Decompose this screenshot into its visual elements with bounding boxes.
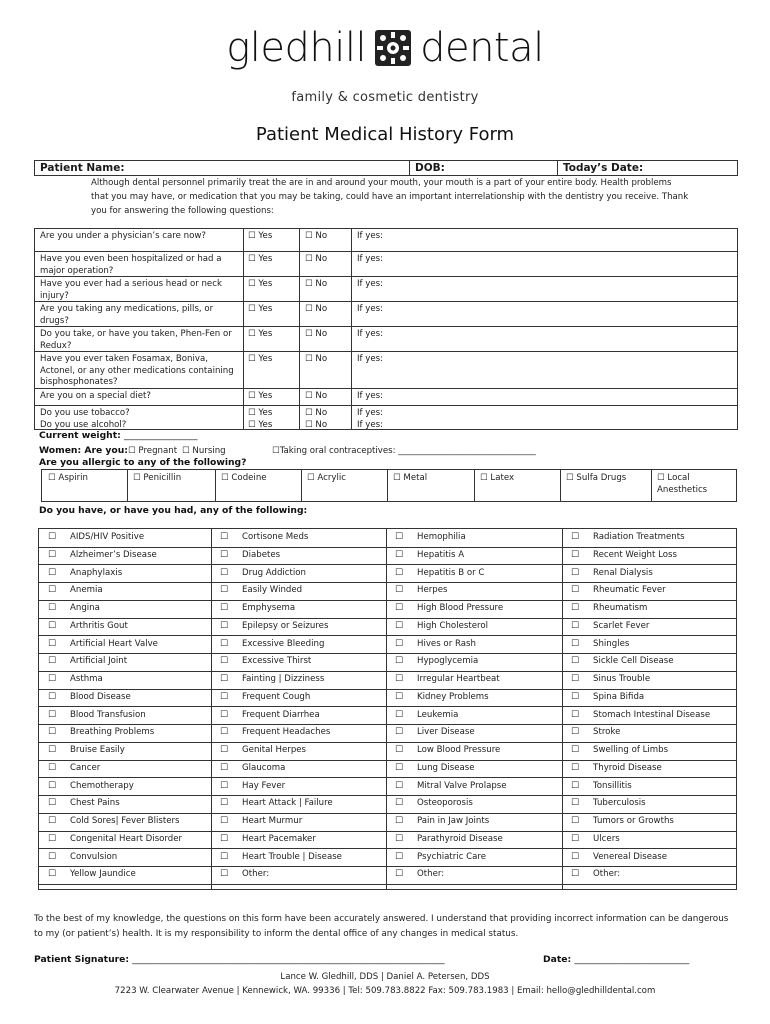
yes-checkbox[interactable]: ☐ Yes [248, 354, 273, 364]
condition-row [39, 565, 736, 584]
condition-checkbox[interactable]: ☐ [220, 851, 229, 862]
condition-row [39, 671, 736, 690]
condition-checkbox[interactable]: ☐ [395, 816, 404, 826]
condition-checkbox[interactable]: ☐ [48, 603, 57, 613]
if-yes-field[interactable]: If yes: [357, 279, 384, 289]
condition-label: Renal Dialysis [593, 567, 653, 578]
nursing-checkbox[interactable]: ☐ Nursing [182, 446, 226, 456]
condition-row [39, 689, 736, 708]
current-weight-field[interactable]: ________________ [123, 430, 198, 441]
condition-checkbox[interactable]: ☐ [571, 691, 580, 702]
condition-checkbox[interactable]: ☐ [395, 691, 404, 702]
yes-checkbox[interactable]: ☐ Yes [248, 254, 273, 264]
condition-checkbox[interactable]: ☐ [220, 567, 229, 578]
condition-checkbox[interactable]: ☐ [220, 727, 229, 738]
if-yes-field[interactable]: If yes: [357, 354, 384, 364]
logo-word-left: gledhill [226, 25, 367, 71]
doctors-line: Lance W. Gledhill, DDS | Daniel A. Petersen, DDS [280, 972, 490, 982]
condition-label: Chest Pains [70, 798, 120, 809]
condition-checkbox[interactable]: ☐ [48, 833, 57, 844]
yes-checkbox[interactable]: ☐ Yes [248, 408, 273, 418]
condition-row [39, 866, 736, 885]
condition-checkbox[interactable]: ☐ [571, 745, 580, 755]
condition-label: Asthma [70, 674, 103, 684]
condition-label: Fainting | Dizziness [242, 674, 325, 684]
condition-label: Heart Trouble | Disease [242, 851, 342, 862]
condition-label: Psychiatric Care [417, 851, 487, 862]
date-label: Date: _________________________ [543, 954, 690, 965]
condition-checkbox[interactable]: ☐ [571, 585, 580, 596]
question-row: Are you on a special diet? ☐ Yes ☐ No If yes: [35, 389, 737, 406]
condition-checkbox[interactable]: ☐ [48, 851, 57, 862]
no-checkbox[interactable]: ☐ No [305, 254, 328, 264]
condition-label: Excessive Bleeding [242, 638, 325, 649]
address-line: 7223 W. Clearwater Avenue | Kennewick, WA. 99336 | Tel: 509.783.8822 Fax: 509.783.1983 | Email: hello@gledhilldental.com [114, 986, 656, 996]
allergy-penicillin-checkbox[interactable]: ☐ Penicillin [133, 473, 182, 483]
condition-label: Cold Sores| Fever Blisters [70, 816, 180, 826]
if-yes-field[interactable]: If yes: [357, 254, 384, 264]
yes-checkbox[interactable]: ☐ Yes [248, 279, 273, 289]
condition-label: Epilepsy or Seizures [242, 620, 329, 631]
condition-label: Parathyroid Disease [417, 833, 503, 844]
questions-table [34, 228, 738, 430]
signature-date-field[interactable]: _________________________ [574, 954, 690, 965]
condition-checkbox[interactable]: ☐ [395, 833, 404, 844]
condition-label: Breathing Problems [70, 727, 155, 738]
if-yes-field[interactable]: If yes: [357, 408, 384, 418]
condition-label: Frequent Diarrhea [242, 709, 320, 720]
condition-checkbox[interactable]: ☐ [220, 816, 229, 826]
condition-checkbox[interactable]: ☐ [395, 549, 404, 560]
patient-info-row [34, 160, 738, 176]
condition-checkbox[interactable]: ☐ [571, 869, 580, 880]
condition-label: Yellow Jaundice [70, 869, 136, 880]
condition-label: Blood Transfusion [70, 709, 146, 720]
condition-row [39, 849, 736, 868]
condition-checkbox[interactable]: ☐ [571, 833, 580, 844]
condition-checkbox[interactable]: ☐ [571, 816, 580, 826]
condition-checkbox[interactable]: ☐ [395, 620, 404, 631]
condition-label: High Cholesterol [417, 620, 488, 631]
condition-checkbox[interactable]: ☐ [395, 762, 404, 773]
condition-label: Spina Bifida [593, 691, 645, 702]
condition-label: Diabetes [242, 549, 281, 560]
condition-label: AIDS/HIV Positive [70, 532, 145, 542]
condition-label: Herpes [417, 585, 448, 596]
attestation-text: To the best of my knowledge, the questions on this form have been accurately answered. I understand that providing incorrect information can be dangerous to my (or patient’s) health. It is my responsibility to inform the dental office of any changes in medical status. [34, 914, 729, 939]
condition-label: Mitral Valve Prolapse [417, 780, 507, 791]
no-checkbox[interactable]: ☐ No [305, 391, 328, 401]
condition-label: Frequent Headaches [242, 727, 331, 738]
condition-checkbox[interactable]: ☐ [571, 798, 580, 809]
condition-checkbox[interactable]: ☐ [48, 816, 57, 826]
conditions-table [38, 528, 737, 890]
condition-label: Cancer [70, 762, 101, 773]
condition-label: Angina [70, 603, 100, 613]
condition-row [39, 547, 736, 566]
question-row: Do you take, or have you taken, Phen-Fen or Redux? ☐ Yes ☐ No If yes: [35, 327, 737, 352]
allergy-acrylic-checkbox[interactable]: ☐ Acrylic [307, 473, 347, 483]
contraceptives-field[interactable]: ________________________________ [398, 446, 536, 456]
allergy-latex-checkbox[interactable]: ☐ Latex [480, 473, 515, 483]
condition-label: Stroke [593, 727, 621, 738]
yes-checkbox[interactable]: ☐ Yes [248, 231, 273, 241]
logo [0, 25, 770, 71]
condition-row [39, 707, 736, 726]
condition-label: Other: [417, 869, 445, 880]
condition-checkbox[interactable]: ☐ [48, 745, 57, 755]
question-row: Do you use tobacco? Do you use alcohol? ☐ Yes ☐ Yes ☐ No ☐ No If yes: If yes: [40, 408, 384, 430]
condition-checkbox[interactable]: ☐ [571, 709, 580, 720]
dob-field[interactable]: DOB: [415, 162, 445, 174]
condition-checkbox[interactable]: ☐ [220, 780, 229, 791]
condition-checkbox[interactable]: ☐ [395, 603, 404, 613]
condition-checkbox[interactable]: ☐ [395, 674, 404, 684]
condition-label: Heart Attack | Failure [242, 798, 333, 809]
condition-checkbox[interactable]: ☐ [220, 549, 229, 560]
condition-label: Heart Pacemaker [242, 833, 316, 844]
if-yes-field[interactable]: If yes: [357, 329, 384, 339]
condition-checkbox[interactable]: ☐ [48, 727, 57, 738]
if-yes-field[interactable]: If yes: [357, 419, 384, 430]
tooth-logo-icon [374, 29, 412, 67]
condition-label: Excessive Thirst [242, 656, 312, 667]
condition-checkbox[interactable]: ☐ [571, 656, 580, 667]
condition-label: Leukemia [417, 709, 459, 720]
yes-checkbox[interactable]: ☐ Yes [248, 391, 273, 401]
condition-label: Frequent Cough [242, 691, 311, 702]
condition-label: Low Blood Pressure [417, 745, 501, 755]
column-divider [386, 529, 387, 889]
condition-checkbox[interactable]: ☐ [220, 869, 229, 880]
conditions-label: Do you have, or have you had, any of the following: [39, 505, 308, 516]
condition-label: Tonsillitis [593, 780, 632, 791]
condition-label: Hives or Rash [417, 638, 476, 649]
condition-checkbox[interactable]: ☐ [395, 780, 404, 791]
if-yes-field[interactable]: If yes: [357, 231, 384, 241]
condition-checkbox[interactable]: ☐ [571, 549, 580, 560]
condition-label: Thyroid Disease [593, 762, 662, 773]
condition-label: Hay Fever [242, 780, 286, 791]
condition-label: Shingles [593, 638, 630, 649]
condition-checkbox[interactable]: ☐ [220, 798, 229, 809]
todays-date-field[interactable]: Today’s Date: [563, 162, 644, 174]
condition-label: Other: [593, 869, 621, 880]
condition-checkbox[interactable]: ☐ [48, 656, 57, 667]
condition-checkbox[interactable]: ☐ [48, 532, 57, 542]
condition-label: High Blood Pressure [417, 603, 504, 613]
condition-checkbox[interactable]: ☐ [48, 567, 57, 578]
condition-label: Emphysema [242, 603, 296, 613]
condition-checkbox[interactable]: ☐ [220, 745, 229, 755]
condition-checkbox[interactable]: ☐ [220, 709, 229, 720]
condition-checkbox[interactable]: ☐ [571, 638, 580, 649]
yes-checkbox[interactable]: ☐ Yes [248, 419, 273, 430]
logo-word-right: dental [420, 25, 544, 71]
condition-label: Genital Herpes [242, 745, 307, 755]
condition-checkbox[interactable]: ☐ [571, 567, 580, 578]
condition-label: Venereal Disease [593, 851, 668, 862]
condition-checkbox[interactable]: ☐ [220, 691, 229, 702]
condition-checkbox[interactable]: ☐ [220, 585, 229, 596]
condition-checkbox[interactable]: ☐ [571, 603, 580, 613]
question-row: Have you even been hospitalized or had a major operation? ☐ Yes ☐ No If yes: [35, 252, 737, 277]
condition-row [39, 831, 736, 850]
allergies-table [41, 469, 737, 502]
condition-label: Sickle Cell Disease [593, 656, 674, 667]
condition-checkbox[interactable]: ☐ [395, 745, 404, 755]
signature-label: Patient Signature: ____________________________________________________________________ [34, 954, 445, 965]
condition-checkbox[interactable]: ☐ [571, 532, 580, 542]
condition-checkbox[interactable]: ☐ [395, 709, 404, 720]
question-row: Are you taking any medications, pills, or drugs? ☐ Yes ☐ No If yes: [35, 302, 737, 327]
condition-label: Hepatitis B or C [417, 567, 485, 578]
condition-label: Scarlet Fever [593, 620, 650, 631]
condition-checkbox[interactable]: ☐ [395, 656, 404, 667]
question-row: Have you ever taken Fosamax, Boniva, Actonel, or any other medications containing bisphosphonates? ☐ Yes ☐ No If yes: [35, 352, 737, 389]
condition-checkbox[interactable]: ☐ [395, 869, 404, 880]
patient-name-field[interactable]: Patient Name: [40, 162, 125, 174]
no-checkbox[interactable]: ☐ No [305, 304, 328, 314]
condition-checkbox[interactable]: ☐ [571, 780, 580, 791]
condition-label: Sinus Trouble [593, 674, 651, 684]
condition-checkbox[interactable]: ☐ [220, 532, 229, 542]
allergy-sulfa-checkbox[interactable]: ☐ Sulfa Drugs [566, 473, 627, 483]
condition-label: Easily Winded [242, 585, 303, 596]
condition-checkbox[interactable]: ☐ [48, 869, 57, 880]
if-yes-field[interactable]: If yes: [357, 391, 384, 401]
condition-checkbox[interactable]: ☐ [571, 762, 580, 773]
condition-checkbox[interactable]: ☐ [395, 585, 404, 596]
yes-checkbox[interactable]: ☐ Yes [248, 329, 273, 339]
condition-label: Hepatitis A [417, 549, 465, 560]
condition-label: Bruise Easily [70, 745, 125, 755]
condition-label: Stomach Intestinal Disease [593, 709, 711, 720]
condition-checkbox[interactable]: ☐ [395, 798, 404, 809]
pregnant-checkbox[interactable]: ☐ Pregnant [128, 446, 178, 456]
condition-label: Rheumatic Fever [593, 585, 666, 596]
condition-label: Alzheimer’s Disease [70, 549, 157, 560]
condition-label: Liver Disease [417, 727, 475, 738]
condition-checkbox[interactable]: ☐ [48, 709, 57, 720]
condition-checkbox[interactable]: ☐ [220, 762, 229, 773]
condition-checkbox[interactable]: ☐ [395, 727, 404, 738]
condition-label: Congenital Heart Disorder [70, 833, 183, 844]
condition-label: Swelling of Limbs [593, 745, 669, 755]
condition-label: Heart Murmur [242, 816, 303, 826]
allergy-local-anesthetics-checkbox[interactable]: ☐ Local Anesthetics [657, 473, 708, 495]
condition-checkbox[interactable]: ☐ [220, 674, 229, 684]
if-yes-field[interactable]: If yes: [357, 304, 384, 314]
condition-label: Pain in Jaw Joints [417, 816, 490, 826]
condition-checkbox[interactable]: ☐ [571, 620, 580, 631]
condition-label: Hemophilia [417, 532, 466, 542]
condition-label: Other: [242, 869, 270, 880]
allergy-aspirin-checkbox[interactable]: ☐ Aspirin [48, 473, 89, 483]
question-row: Have you ever had a serious head or neck injury? ☐ Yes ☐ No If yes: [35, 277, 737, 302]
condition-label: Glaucoma [242, 762, 286, 773]
condition-label: Irregular Heartbeat [417, 674, 500, 684]
condition-label: Recent Weight Loss [593, 549, 677, 560]
allergy-codeine-checkbox[interactable]: ☐ Codeine [221, 473, 267, 483]
condition-label: Convulsion [70, 851, 118, 862]
column-divider [211, 529, 212, 889]
condition-row [39, 760, 736, 779]
condition-label: Drug Addiction [242, 567, 306, 578]
no-checkbox[interactable]: ☐ No [305, 408, 328, 418]
condition-label: Arthritis Gout [70, 620, 128, 631]
yes-checkbox[interactable]: ☐ Yes [248, 304, 273, 314]
condition-checkbox[interactable]: ☐ [48, 585, 57, 596]
condition-checkbox[interactable]: ☐ [395, 851, 404, 862]
no-checkbox[interactable]: ☐ No [305, 329, 328, 339]
condition-label: Anaphylaxis [70, 567, 123, 578]
condition-label: Lung Disease [417, 762, 475, 773]
intro-text: Although dental personnel primarily treat the are in and around your mouth, your mouth is a part of your entire body. Health problems that you may have, or medication that you may be taking, could have an important interrelationship with the dentistry you receive. Thank you for answering the following questions: [91, 178, 689, 216]
condition-checkbox[interactable]: ☐ [571, 851, 580, 862]
condition-row [39, 742, 736, 761]
condition-checkbox[interactable]: ☐ [220, 833, 229, 844]
condition-label: Tumors or Growths [593, 816, 674, 826]
condition-row [39, 813, 736, 832]
condition-checkbox[interactable]: ☐ [220, 656, 229, 667]
women-label: Women: Are you: [39, 445, 128, 456]
condition-checkbox[interactable]: ☐ [571, 727, 580, 738]
condition-row [39, 636, 736, 655]
question-row: Are you under a physician’s care now? ☐ Yes ☐ No If yes: [35, 229, 737, 252]
tagline: family & cosmetic dentistry [291, 90, 479, 105]
condition-label: Kidney Problems [417, 691, 489, 702]
no-checkbox[interactable]: ☐ No [305, 419, 328, 430]
condition-label: Tuberculosis [593, 798, 646, 809]
condition-label: Radiation Treatments [593, 532, 685, 542]
no-checkbox[interactable]: ☐ No [305, 354, 328, 364]
contraceptives-checkbox[interactable]: ☐Taking oral contraceptives: ________________________________ [272, 446, 536, 456]
condition-label: Chemotherapy [70, 780, 134, 791]
condition-checkbox[interactable]: ☐ [48, 674, 57, 684]
condition-label: Rheumatism [593, 603, 648, 613]
condition-checkbox[interactable]: ☐ [220, 638, 229, 649]
condition-label: Osteoporosis [417, 798, 473, 809]
condition-checkbox[interactable]: ☐ [48, 691, 57, 702]
allergies-label: Are you allergic to any of the following? [39, 457, 247, 468]
condition-checkbox[interactable]: ☐ [220, 603, 229, 613]
column-divider [562, 529, 563, 889]
condition-checkbox[interactable]: ☐ [395, 567, 404, 578]
condition-row [39, 529, 736, 548]
condition-label: Blood Disease [70, 691, 131, 702]
condition-label: Artificial Heart Valve [70, 638, 158, 649]
condition-row [39, 582, 736, 601]
condition-label: Hypoglycemia [417, 656, 479, 667]
signature-field[interactable]: ____________________________________________________________________ [132, 954, 445, 965]
allergy-metal-checkbox[interactable]: ☐ Metal [393, 473, 428, 483]
condition-row [39, 795, 736, 814]
no-checkbox[interactable]: ☐ No [305, 279, 328, 289]
condition-checkbox[interactable]: ☐ [48, 798, 57, 809]
condition-label: Anemia [70, 585, 103, 596]
page-title: Patient Medical History Form [255, 124, 515, 145]
condition-checkbox[interactable]: ☐ [220, 620, 229, 631]
condition-label: Ulcers [593, 833, 620, 844]
condition-checkbox[interactable]: ☐ [395, 532, 404, 542]
condition-label: Cortisone Meds [242, 532, 309, 542]
condition-row [39, 724, 736, 743]
no-checkbox[interactable]: ☐ No [305, 231, 328, 241]
condition-checkbox[interactable]: ☐ [48, 549, 57, 560]
condition-row [39, 653, 736, 672]
condition-checkbox[interactable]: ☐ [395, 638, 404, 649]
condition-checkbox[interactable]: ☐ [48, 780, 57, 791]
condition-checkbox[interactable]: ☐ [48, 620, 57, 631]
condition-checkbox[interactable]: ☐ [48, 638, 57, 649]
current-weight-label: Current weight: ________________ [39, 430, 198, 441]
condition-checkbox[interactable]: ☐ [571, 674, 580, 684]
condition-checkbox[interactable]: ☐ [48, 762, 57, 773]
condition-row [39, 600, 736, 619]
condition-row [39, 778, 736, 797]
condition-row [39, 618, 736, 637]
condition-label: Artificial Joint [70, 656, 128, 667]
